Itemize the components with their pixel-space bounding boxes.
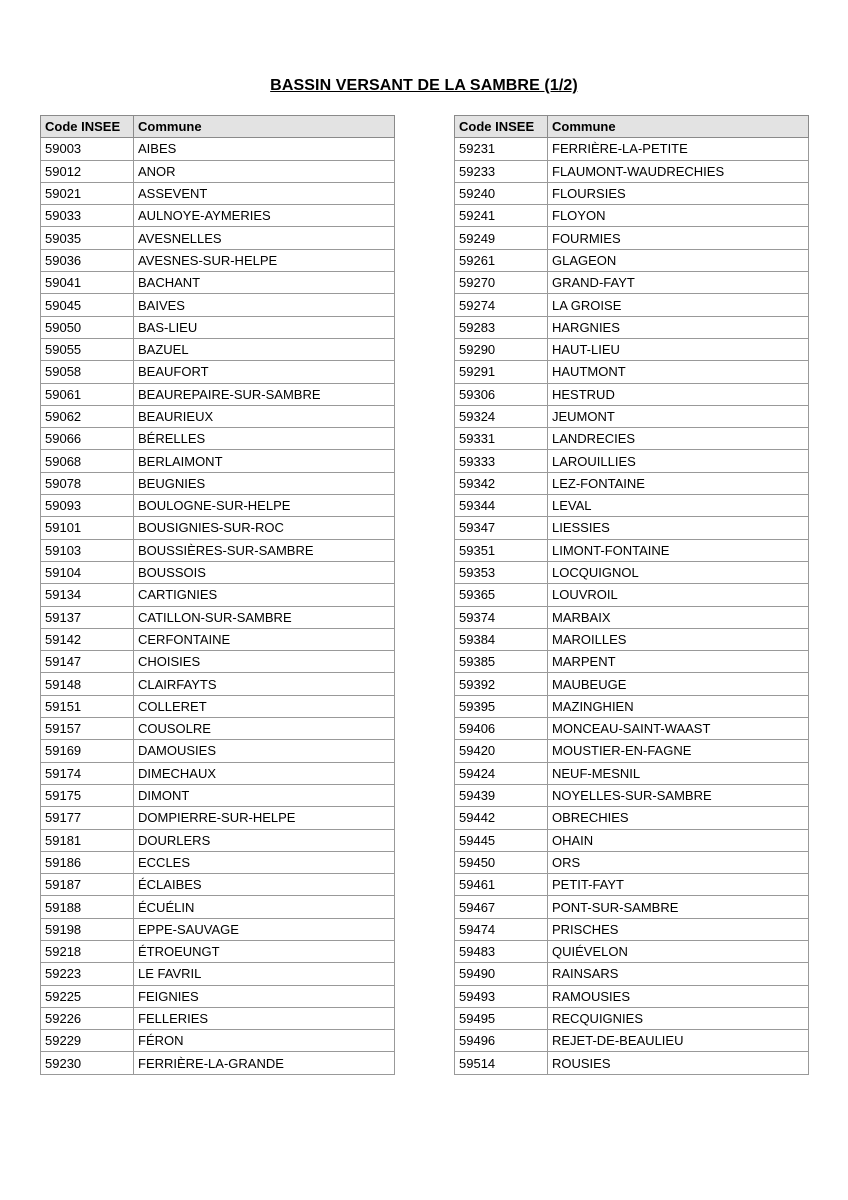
insee-code-cell: 59395 — [455, 695, 548, 717]
table-row — [41, 896, 395, 918]
insee-code-cell: 59188 — [41, 896, 134, 918]
table-row — [455, 584, 809, 606]
insee-code-cell: 59035 — [41, 227, 134, 249]
insee-code-cell: 59147 — [41, 651, 134, 673]
insee-code-cell: 59198 — [41, 918, 134, 940]
commune-name-cell: AVESNES-SUR-HELPE — [134, 249, 395, 271]
commune-name-cell: MOUSTIER-EN-FAGNE — [548, 740, 809, 762]
table-row — [455, 718, 809, 740]
insee-code-cell: 59066 — [41, 428, 134, 450]
insee-code-cell: 59442 — [455, 807, 548, 829]
table-row — [41, 963, 395, 985]
insee-code-cell: 59078 — [41, 472, 134, 494]
insee-code-cell: 59058 — [41, 361, 134, 383]
commune-name-cell: CATILLON-SUR-SAMBRE — [134, 606, 395, 628]
insee-code-cell: 59055 — [41, 338, 134, 360]
insee-code-cell: 59439 — [455, 784, 548, 806]
insee-code-cell: 59137 — [41, 606, 134, 628]
table-row — [455, 1007, 809, 1029]
table-row — [41, 584, 395, 606]
insee-code-cell: 59490 — [455, 963, 548, 985]
insee-code-cell: 59229 — [41, 1030, 134, 1052]
insee-code-cell: 59450 — [455, 851, 548, 873]
commune-name-cell: OHAIN — [548, 829, 809, 851]
commune-name-cell: BOUSIGNIES-SUR-ROC — [134, 517, 395, 539]
table-header-row — [455, 116, 809, 138]
table-row — [41, 561, 395, 583]
table-header-row — [41, 116, 395, 138]
commune-name-cell: FEIGNIES — [134, 985, 395, 1007]
table-row — [41, 718, 395, 740]
commune-name-cell: FERRIÈRE-LA-PETITE — [548, 138, 809, 160]
table-row — [41, 405, 395, 427]
insee-code-cell: 59218 — [41, 940, 134, 962]
table-row — [455, 450, 809, 472]
insee-code-cell: 59385 — [455, 651, 548, 673]
commune-name-cell: BOULOGNE-SUR-HELPE — [134, 495, 395, 517]
insee-code-cell: 59187 — [41, 874, 134, 896]
table-row — [41, 673, 395, 695]
insee-code-cell: 59270 — [455, 272, 548, 294]
insee-code-cell: 59514 — [455, 1052, 548, 1074]
commune-name-cell: LANDRECIES — [548, 428, 809, 450]
commune-name-cell: ECCLES — [134, 851, 395, 873]
table-row — [455, 628, 809, 650]
commune-name-cell: CERFONTAINE — [134, 628, 395, 650]
commune-name-cell: PRISCHES — [548, 918, 809, 940]
table-row — [41, 628, 395, 650]
commune-name-cell: HARGNIES — [548, 316, 809, 338]
insee-code-cell: 59012 — [41, 160, 134, 182]
column-header-code: Code INSEE — [41, 116, 134, 138]
table-row — [41, 807, 395, 829]
commune-name-cell: LIMONT-FONTAINE — [548, 539, 809, 561]
table-row — [455, 249, 809, 271]
table-row — [455, 985, 809, 1007]
commune-name-cell: BEAUREPAIRE-SUR-SAMBRE — [134, 383, 395, 405]
table-row — [455, 383, 809, 405]
table-row — [41, 1052, 395, 1074]
commune-name-cell: LOUVROIL — [548, 584, 809, 606]
insee-code-cell: 59274 — [455, 294, 548, 316]
insee-code-cell: 59021 — [41, 182, 134, 204]
table-row — [455, 205, 809, 227]
table-row — [455, 294, 809, 316]
table-row — [41, 227, 395, 249]
commune-name-cell: LEZ-FONTAINE — [548, 472, 809, 494]
insee-code-cell: 59424 — [455, 762, 548, 784]
insee-code-cell: 59483 — [455, 940, 548, 962]
table-row — [41, 606, 395, 628]
insee-code-cell: 59240 — [455, 182, 548, 204]
commune-name-cell: DOURLERS — [134, 829, 395, 851]
insee-code-cell: 59261 — [455, 249, 548, 271]
communes-table-right — [454, 115, 809, 1075]
commune-name-cell: BEAUFORT — [134, 361, 395, 383]
table-row — [455, 963, 809, 985]
table-row — [455, 784, 809, 806]
table-row — [41, 294, 395, 316]
table-row — [41, 874, 395, 896]
table-row — [455, 361, 809, 383]
table-row — [41, 985, 395, 1007]
table-row — [41, 472, 395, 494]
table-row — [455, 428, 809, 450]
commune-name-cell: RAMOUSIES — [548, 985, 809, 1007]
table-row — [455, 160, 809, 182]
table-row — [41, 428, 395, 450]
commune-name-cell: DAMOUSIES — [134, 740, 395, 762]
commune-name-cell: FLOURSIES — [548, 182, 809, 204]
commune-name-cell: OBRECHIES — [548, 807, 809, 829]
insee-code-cell: 59186 — [41, 851, 134, 873]
commune-name-cell: FELLERIES — [134, 1007, 395, 1029]
table-row — [455, 762, 809, 784]
commune-name-cell: BÉRELLES — [134, 428, 395, 450]
table-row — [455, 918, 809, 940]
table-row — [41, 338, 395, 360]
table-row — [455, 874, 809, 896]
insee-code-cell: 59331 — [455, 428, 548, 450]
insee-code-cell: 59175 — [41, 784, 134, 806]
commune-name-cell: BEUGNIES — [134, 472, 395, 494]
commune-name-cell: RAINSARS — [548, 963, 809, 985]
commune-name-cell: BEAURIEUX — [134, 405, 395, 427]
commune-name-cell: NOYELLES-SUR-SAMBRE — [548, 784, 809, 806]
insee-code-cell: 59169 — [41, 740, 134, 762]
table-row — [455, 227, 809, 249]
commune-name-cell: BAS-LIEU — [134, 316, 395, 338]
commune-name-cell: BAZUEL — [134, 338, 395, 360]
commune-name-cell: HESTRUD — [548, 383, 809, 405]
insee-code-cell: 59068 — [41, 450, 134, 472]
table-row — [455, 829, 809, 851]
table-row — [41, 1007, 395, 1029]
table-row — [41, 762, 395, 784]
insee-code-cell: 59324 — [455, 405, 548, 427]
insee-code-cell: 59151 — [41, 695, 134, 717]
insee-code-cell: 59103 — [41, 539, 134, 561]
commune-name-cell: FOURMIES — [548, 227, 809, 249]
commune-name-cell: DIMONT — [134, 784, 395, 806]
insee-code-cell: 59061 — [41, 383, 134, 405]
commune-name-cell: MAZINGHIEN — [548, 695, 809, 717]
insee-code-cell: 59493 — [455, 985, 548, 1007]
insee-code-cell: 59233 — [455, 160, 548, 182]
commune-name-cell: COLLERET — [134, 695, 395, 717]
insee-code-cell: 59342 — [455, 472, 548, 494]
table-row — [41, 829, 395, 851]
commune-name-cell: LOCQUIGNOL — [548, 561, 809, 583]
table-row — [455, 182, 809, 204]
table-row — [41, 383, 395, 405]
table-row — [455, 539, 809, 561]
commune-name-cell: EPPE-SAUVAGE — [134, 918, 395, 940]
commune-name-cell: AIBES — [134, 138, 395, 160]
page-title: BASSIN VERSANT DE LA SAMBRE (1/2) — [270, 77, 578, 94]
commune-name-cell: LA GROISE — [548, 294, 809, 316]
commune-name-cell: AVESNELLES — [134, 227, 395, 249]
commune-name-cell: LIESSIES — [548, 517, 809, 539]
table-row — [41, 138, 395, 160]
table-row — [455, 940, 809, 962]
commune-name-cell: ÉTROEUNGT — [134, 940, 395, 962]
insee-code-cell: 59333 — [455, 450, 548, 472]
table-row — [41, 918, 395, 940]
insee-code-cell: 59461 — [455, 874, 548, 896]
commune-name-cell: FERRIÈRE-LA-GRANDE — [134, 1052, 395, 1074]
commune-name-cell: PETIT-FAYT — [548, 874, 809, 896]
commune-name-cell: MAROILLES — [548, 628, 809, 650]
insee-code-cell: 59174 — [41, 762, 134, 784]
commune-name-cell: DIMECHAUX — [134, 762, 395, 784]
communes-table-left — [40, 115, 395, 1075]
commune-name-cell: HAUTMONT — [548, 361, 809, 383]
table-row — [41, 272, 395, 294]
commune-name-cell: FLOYON — [548, 205, 809, 227]
table-row — [41, 495, 395, 517]
insee-code-cell: 59351 — [455, 539, 548, 561]
insee-code-cell: 59041 — [41, 272, 134, 294]
commune-name-cell: CLAIRFAYTS — [134, 673, 395, 695]
table-row — [41, 651, 395, 673]
insee-code-cell: 59036 — [41, 249, 134, 271]
table-row — [41, 851, 395, 873]
insee-code-cell: 59496 — [455, 1030, 548, 1052]
table-row — [455, 1030, 809, 1052]
insee-code-cell: 59249 — [455, 227, 548, 249]
insee-code-cell: 59374 — [455, 606, 548, 628]
table-row — [455, 495, 809, 517]
table-row — [455, 138, 809, 160]
insee-code-cell: 59225 — [41, 985, 134, 1007]
commune-name-cell: BAIVES — [134, 294, 395, 316]
commune-name-cell: MARPENT — [548, 651, 809, 673]
commune-name-cell: QUIÉVELON — [548, 940, 809, 962]
table-row — [41, 182, 395, 204]
insee-code-cell: 59283 — [455, 316, 548, 338]
insee-code-cell: 59033 — [41, 205, 134, 227]
insee-code-cell: 59181 — [41, 829, 134, 851]
insee-code-cell: 59134 — [41, 584, 134, 606]
insee-code-cell: 59474 — [455, 918, 548, 940]
insee-code-cell: 59365 — [455, 584, 548, 606]
insee-code-cell: 59231 — [455, 138, 548, 160]
table-row — [455, 851, 809, 873]
table-row — [455, 1052, 809, 1074]
insee-code-cell: 59290 — [455, 338, 548, 360]
table-row — [455, 673, 809, 695]
insee-code-cell: 59467 — [455, 896, 548, 918]
table-row — [455, 807, 809, 829]
commune-name-cell: LAROUILLIES — [548, 450, 809, 472]
table-row — [455, 651, 809, 673]
commune-name-cell: NEUF-MESNIL — [548, 762, 809, 784]
insee-code-cell: 59101 — [41, 517, 134, 539]
commune-name-cell: JEUMONT — [548, 405, 809, 427]
commune-name-cell: RECQUIGNIES — [548, 1007, 809, 1029]
table-row — [41, 249, 395, 271]
commune-name-cell: COUSOLRE — [134, 718, 395, 740]
commune-name-cell: ÉCLAIBES — [134, 874, 395, 896]
commune-name-cell: PONT-SUR-SAMBRE — [548, 896, 809, 918]
insee-code-cell: 59230 — [41, 1052, 134, 1074]
insee-code-cell: 59104 — [41, 561, 134, 583]
table-row — [455, 338, 809, 360]
commune-name-cell: DOMPIERRE-SUR-HELPE — [134, 807, 395, 829]
insee-code-cell: 59142 — [41, 628, 134, 650]
commune-name-cell: GRAND-FAYT — [548, 272, 809, 294]
column-header-commune: Commune — [134, 116, 395, 138]
insee-code-cell: 59177 — [41, 807, 134, 829]
table-row — [41, 539, 395, 561]
commune-name-cell: FÉRON — [134, 1030, 395, 1052]
commune-name-cell: ASSEVENT — [134, 182, 395, 204]
commune-name-cell: LEVAL — [548, 495, 809, 517]
commune-name-cell: BOUSSOIS — [134, 561, 395, 583]
table-row — [41, 205, 395, 227]
column-header-commune: Commune — [548, 116, 809, 138]
table-row — [41, 450, 395, 472]
commune-name-cell: AULNOYE-AYMERIES — [134, 205, 395, 227]
commune-name-cell: MARBAIX — [548, 606, 809, 628]
table-row — [455, 561, 809, 583]
insee-code-cell: 59223 — [41, 963, 134, 985]
commune-name-cell: REJET-DE-BEAULIEU — [548, 1030, 809, 1052]
table-row — [455, 517, 809, 539]
commune-name-cell: HAUT-LIEU — [548, 338, 809, 360]
insee-code-cell: 59384 — [455, 628, 548, 650]
commune-name-cell: GLAGEON — [548, 249, 809, 271]
table-row — [455, 740, 809, 762]
insee-code-cell: 59291 — [455, 361, 548, 383]
table-row — [41, 160, 395, 182]
insee-code-cell: 59406 — [455, 718, 548, 740]
insee-code-cell: 59420 — [455, 740, 548, 762]
column-header-code: Code INSEE — [455, 116, 548, 138]
insee-code-cell: 59003 — [41, 138, 134, 160]
commune-name-cell: BACHANT — [134, 272, 395, 294]
commune-name-cell: BOUSSIÈRES-SUR-SAMBRE — [134, 539, 395, 561]
insee-code-cell: 59226 — [41, 1007, 134, 1029]
table-row — [41, 316, 395, 338]
table-row — [41, 1030, 395, 1052]
insee-code-cell: 59353 — [455, 561, 548, 583]
insee-code-cell: 59344 — [455, 495, 548, 517]
commune-name-cell: FLAUMONT-WAUDRECHIES — [548, 160, 809, 182]
insee-code-cell: 59157 — [41, 718, 134, 740]
table-row — [455, 272, 809, 294]
commune-name-cell: ROUSIES — [548, 1052, 809, 1074]
commune-name-cell: LE FAVRIL — [134, 963, 395, 985]
commune-name-cell: MAUBEUGE — [548, 673, 809, 695]
table-row — [41, 695, 395, 717]
insee-code-cell: 59148 — [41, 673, 134, 695]
insee-code-cell: 59445 — [455, 829, 548, 851]
table-row — [41, 361, 395, 383]
commune-name-cell: MONCEAU-SAINT-WAAST — [548, 718, 809, 740]
commune-name-cell: CARTIGNIES — [134, 584, 395, 606]
commune-name-cell: ORS — [548, 851, 809, 873]
insee-code-cell: 59392 — [455, 673, 548, 695]
table-row — [455, 606, 809, 628]
table-row — [41, 740, 395, 762]
table-row — [455, 405, 809, 427]
table-row — [455, 695, 809, 717]
table-row — [41, 940, 395, 962]
insee-code-cell: 59306 — [455, 383, 548, 405]
table-row — [455, 316, 809, 338]
commune-name-cell: ÉCUÉLIN — [134, 896, 395, 918]
table-row — [41, 517, 395, 539]
insee-code-cell: 59045 — [41, 294, 134, 316]
table-row — [455, 896, 809, 918]
insee-code-cell: 59241 — [455, 205, 548, 227]
insee-code-cell: 59050 — [41, 316, 134, 338]
insee-code-cell: 59062 — [41, 405, 134, 427]
table-row — [41, 784, 395, 806]
commune-name-cell: BERLAIMONT — [134, 450, 395, 472]
insee-code-cell: 59347 — [455, 517, 548, 539]
insee-code-cell: 59093 — [41, 495, 134, 517]
commune-name-cell: ANOR — [134, 160, 395, 182]
insee-code-cell: 59495 — [455, 1007, 548, 1029]
commune-name-cell: CHOISIES — [134, 651, 395, 673]
table-row — [455, 472, 809, 494]
